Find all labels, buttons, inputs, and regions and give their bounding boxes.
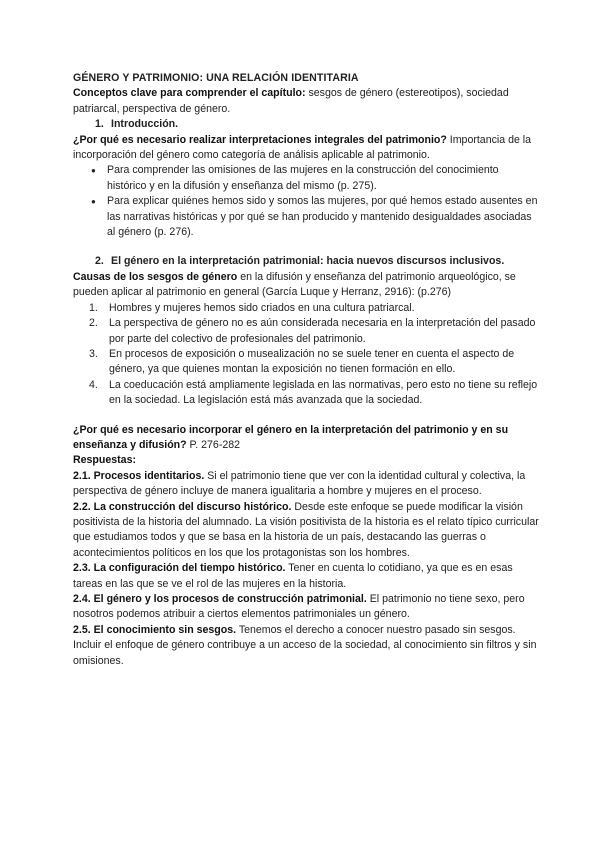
section-1-number: 1. [95, 118, 104, 131]
list-item [89, 347, 540, 378]
list-item-text: Hombres y mujeres hemos sido criados en una cultura patriarcal. [109, 301, 415, 314]
section-1-question [73, 133, 540, 164]
section-3-question [73, 423, 540, 454]
list-item: ● Para explicar quiénes hemos sido y somos las mujeres, por qué hemos estado ausentes en las narrativas históricas y por qué se han producido y mantenido desigualdades asociadas al género (p. 276). [91, 194, 540, 240]
answer-title: 2.5. El conocimiento sin sesgos. [73, 623, 237, 636]
answer-title: 2.2. La construcción del discurso histórico. [73, 500, 292, 513]
section-1-title: Introducción. [111, 118, 179, 131]
list-item [89, 378, 540, 409]
answer-paragraph [73, 561, 540, 592]
document-title: GÉNERO Y PATRIMONIO: UNA RELACIÓN IDENTITARIA [73, 72, 359, 84]
list-item-number: 1. [89, 301, 98, 314]
list-item-text: En procesos de exposición o musealización no se suele tener en cuenta el aspecto de género, ya que quienes montan la exposición no tienen formación en ello. [109, 347, 515, 376]
key-concepts-text: sesgos de género (estereotipos), sociedad patriarcal, perspectiva de género. [73, 87, 509, 115]
list-item-text: La perspectiva de género no es aún considerada necesaria en la interpretación del pasado por parte del colectivo de profesionales del patrimonio. [109, 317, 536, 345]
section-3-pages: P. 276-282 [186, 438, 241, 451]
section-1-question-label: ¿Por qué es necesario realizar interpretaciones integrales del patrimonio? [73, 133, 447, 146]
answers-label: Respuestas: [73, 454, 136, 467]
list-item-text: La coeducación está ampliamente legislada en las normativas, pero esto no tiene su reflejo en la sociedad. La legislación está más avanzada que la sociedad. [109, 378, 538, 407]
answer-title: 2.3. La configuración del tiempo histórico. [73, 562, 286, 575]
answer-text: Si el patrimonio tiene que ver con la identidad cultural y colectiva, la perspectiva de género incluye de manera igualitaria a hombre y mujeres en el proceso. [73, 469, 526, 498]
section-2-heading [73, 254, 540, 269]
key-concepts [73, 86, 540, 117]
list-item [89, 301, 540, 316]
causes-label: Causas de los sesgos de género [73, 270, 238, 283]
list-item-number: 4. [89, 378, 98, 391]
section-1-bullet-list [73, 163, 540, 240]
answer-paragraph [73, 592, 540, 623]
list-item-number: 2. [89, 317, 98, 330]
section-1-heading [73, 117, 540, 132]
causes-text: en la difusión y enseñanza del patrimonio arqueológico, se pueden aplicar al patrimonio en general (García Luque y Herranz, 2916): (p.276) [73, 270, 516, 299]
section-3-question-label: ¿Por qué es necesario incorporar el género en la interpretación del patrimonio y en su enseñanza y difusión? [73, 423, 509, 451]
list-item-number: 3. [89, 347, 98, 360]
causes-paragraph [73, 270, 540, 301]
answer-title: 2.4. El género y los procesos de construcción patrimonial. [73, 593, 367, 605]
answers-heading [73, 453, 540, 468]
answer-text: El patrimonio no tiene sexo, pero nosotros podemos atribuir a ciertos elementos patrimoniales un género. [73, 593, 525, 621]
answer-paragraph [73, 500, 540, 562]
answer-text: Tener en cuenta lo cotidiano, ya que es en esas tareas en las que se ve el rol de las mujeres en la historia. [73, 562, 513, 590]
causes-list [73, 301, 540, 409]
answer-title: 2.1. Procesos identitarios. [73, 469, 205, 482]
section-2-title: El género en la interpretación patrimonial: hacia nuevos discursos inclusivos. [111, 255, 505, 268]
answer-text: Desde este enfoque se puede modificar la visión positivista de la historia del alumnado. La visión positivista de la historia es el relato típico curricular que estudiamos todos y que se basa en la historia de un país, destacando las guerras o acontecimientos políticos en los que los protagonistas son los hombres. [73, 500, 539, 559]
answer-paragraph [73, 623, 540, 669]
key-concepts-label: Conceptos clave para comprender el capítulo: [73, 87, 306, 100]
answer-paragraph [73, 469, 540, 500]
answer-text: Tenemos el derecho a conocer nuestro pasado sin sesgos. Incluir el enfoque de género contribuye a un acceso de la sociedad, al conocimiento sin filtros y sin omisiones. [73, 623, 537, 667]
list-item [89, 316, 540, 347]
section-1-question-text: Importancia de la incorporación del género como categoría de análisis aplicable al patrimonio. [73, 133, 532, 162]
list-item: ● Para comprender las omisiones de las mujeres en la construcción del conocimiento histórico y en la difusión y enseñanza del mismo (p. 275). [91, 163, 540, 194]
section-2-number: 2. [95, 255, 104, 268]
